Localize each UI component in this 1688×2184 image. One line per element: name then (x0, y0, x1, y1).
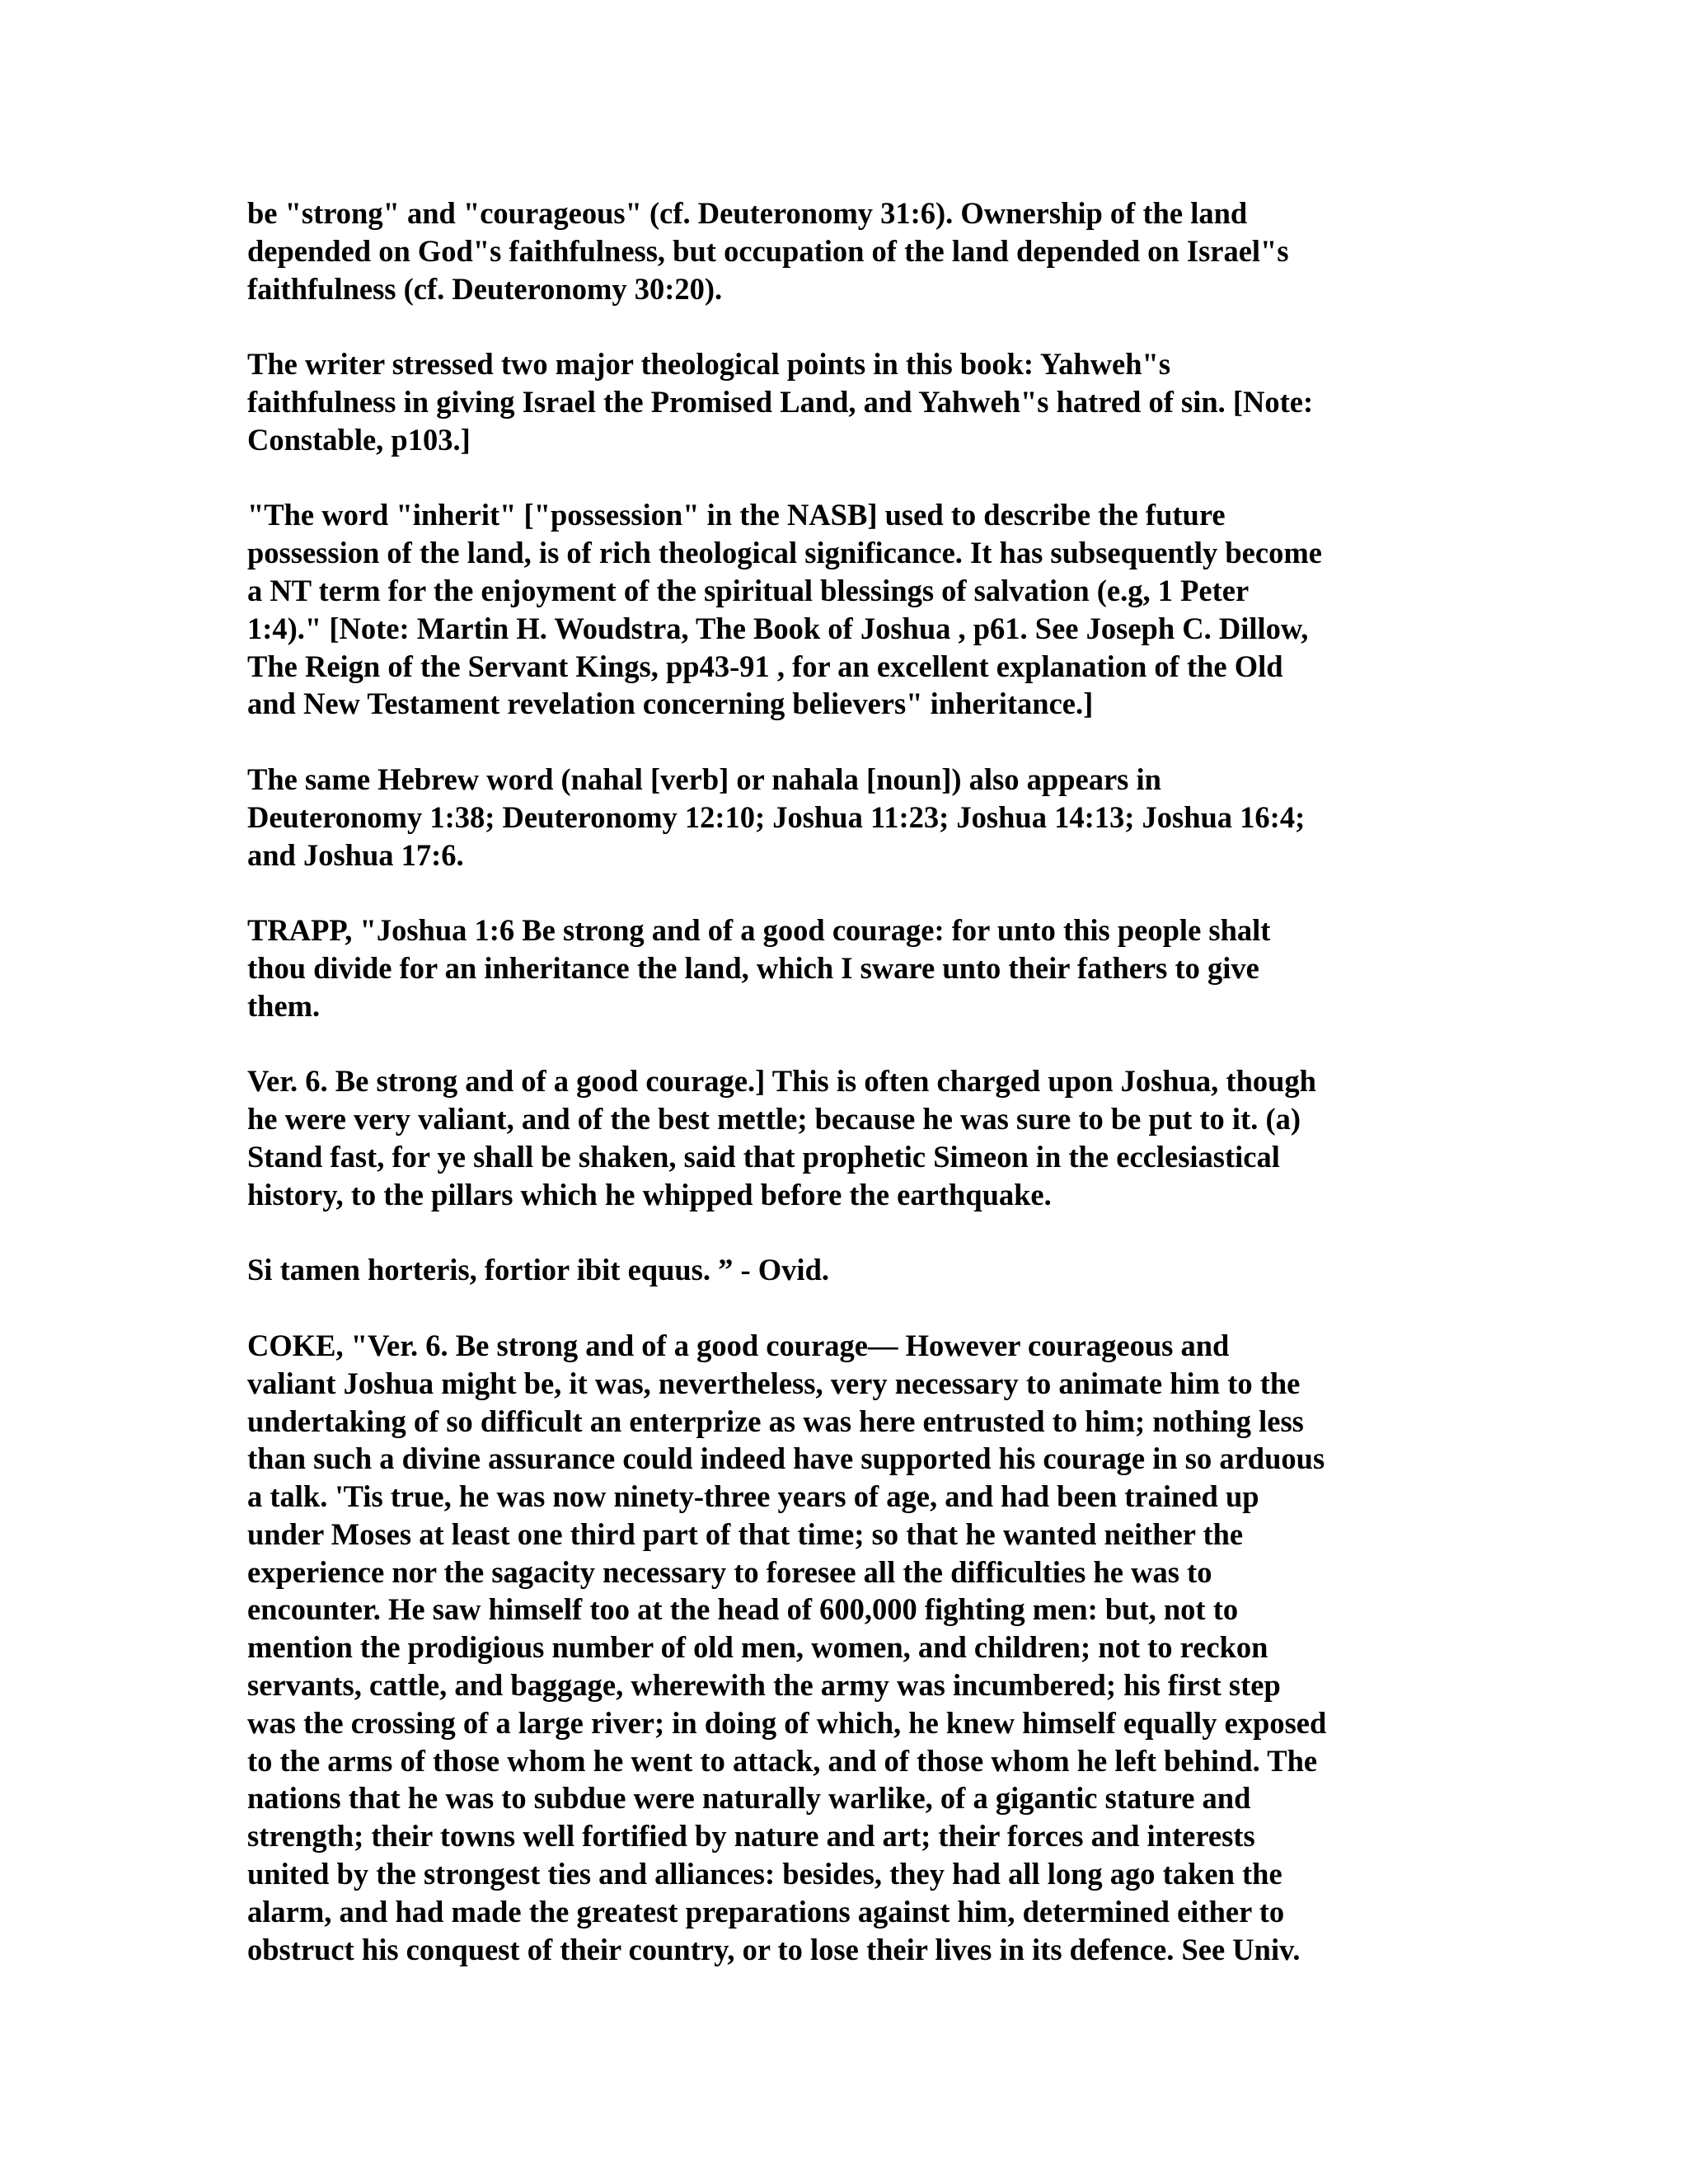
text-line: servants, cattle, and baggage, wherewith the army was incumbered; his first step (247, 1668, 1281, 1703)
text-line: thou divide for an inheritance the land, which I sware unto their fathers to give (247, 950, 1259, 985)
text-line: TRAPP, "Joshua 1:6 Be strong and of a good courage: for unto this people shalt (247, 913, 1271, 948)
text-line: and Joshua 17:6. (247, 837, 464, 872)
text-line: was the crossing of a large river; in doing of which, he knew himself equally exposed (247, 1705, 1327, 1740)
text-line: Constable, p103.] (247, 422, 471, 457)
text-line: united by the strongest ties and alliances: besides, they had all long ago taken the (247, 1857, 1282, 1891)
text-line: to the arms of those whom he went to attack, and of those whom he left behind. The (247, 1743, 1318, 1778)
text-line: The same Hebrew word (nahal [verb] or nahala [noun]) also appears in (247, 762, 1161, 796)
text-line: strength; their towns well fortified by nature and art; their forces and interests (247, 1819, 1255, 1854)
text-line: them. (247, 988, 321, 1023)
text-line: valiant Joshua might be, it was, nevertheless, very necessary to animate him to the (247, 1366, 1301, 1400)
text-line: obstruct his conquest of their country, or to lose their lives in its defence. See Univ. (247, 1932, 1301, 1966)
text-line: than such a divine assurance could indeed have supported his courage in so arduous (247, 1441, 1325, 1476)
text-line: "The word "inherit" ["possession" in the NASB] used to describe the future (247, 498, 1226, 532)
text-line: experience nor the sagacity necessary to foresee all the difficulties he was to (247, 1554, 1212, 1589)
text-line: history, to the pillars which he whipped before the earthquake. (247, 1177, 1052, 1212)
paragraph-trapp-commentary (247, 1062, 1451, 1213)
paragraph-trapp-verse (247, 912, 1451, 1024)
text-line: undertaking of so difficult an enterprize as was here entrusted to him; nothing less (247, 1404, 1304, 1438)
paragraph-coke-commentary (247, 1327, 1451, 1969)
text-line: Ver. 6. Be strong and of a good courage.] This is often charged upon Joshua, though (247, 1064, 1316, 1099)
text-line: and New Testament revelation concerning believers" inheritance.] (247, 687, 1094, 721)
text-line: faithfulness in giving Israel the Promised Land, and Yahweh"s hatred of sin. [Note: (247, 384, 1314, 419)
text-line: The Reign of the Servant Kings, pp43-91 , for an excellent explanation of the Old (247, 649, 1283, 683)
text-line: a talk. 'Tis true, he was now ninety-three years of age, and had been trained up (247, 1479, 1259, 1514)
text-line: possession of the land, is of rich theological significance. It has subsequently become (247, 536, 1322, 570)
text-line: Si tamen horteris, fortior ibit equus. ” - Ovid. (247, 1253, 829, 1287)
text-line: a NT term for the enjoyment of the spiritual blessings of salvation (e.g, 1 Peter (247, 573, 1250, 607)
text-line: be "strong" and "courageous" (cf. Deuteronomy 31:6). Ownership of the land (247, 196, 1248, 230)
text-line: mention the prodigious number of old men, women, and children; not to reckon (247, 1630, 1268, 1665)
text-line: encounter. He saw himself too at the head of 600,000 fighting men: but, not to (247, 1592, 1239, 1627)
paragraph-ovid-quote (247, 1251, 1451, 1289)
paragraph-hebrew-word (247, 761, 1451, 874)
text-line: nations that he was to subdue were naturally warlike, of a gigantic stature and (247, 1781, 1251, 1816)
text-line: depended on God"s faithfulness, but occupation of the land depended on Israel"s (247, 233, 1289, 268)
document-body (247, 194, 1451, 1968)
text-line: 1:4)." [Note: Martin H. Woudstra, The Book of Joshua , p61. See Joseph C. Dillow, (247, 611, 1309, 645)
text-line: faithfulness (cf. Deuteronomy 30:20). (247, 271, 723, 306)
text-line: alarm, and had made the greatest preparations against him, determined either to (247, 1894, 1285, 1929)
paragraph-theological-points (247, 345, 1451, 458)
text-line: Deuteronomy 1:38; Deuteronomy 12:10; Joshua 11:23; Joshua 14:13; Joshua 16:4; (247, 799, 1306, 834)
text-line: Stand fast, for ye shall be shaken, said that prophetic Simeon in the ecclesiastical (247, 1139, 1280, 1174)
text-line: under Moses at least one third part of that time; so that he wanted neither the (247, 1516, 1244, 1551)
text-line: he were very valiant, and of the best mettle; because he was sure to be put to it. (a) (247, 1102, 1301, 1137)
paragraph-ownership (247, 194, 1451, 307)
text-line: COKE, "Ver. 6. Be strong and of a good courage— However courageous and (247, 1328, 1230, 1362)
paragraph-inherit-quote (247, 496, 1451, 723)
text-line: The writer stressed two major theological points in this book: Yahweh"s (247, 347, 1171, 382)
